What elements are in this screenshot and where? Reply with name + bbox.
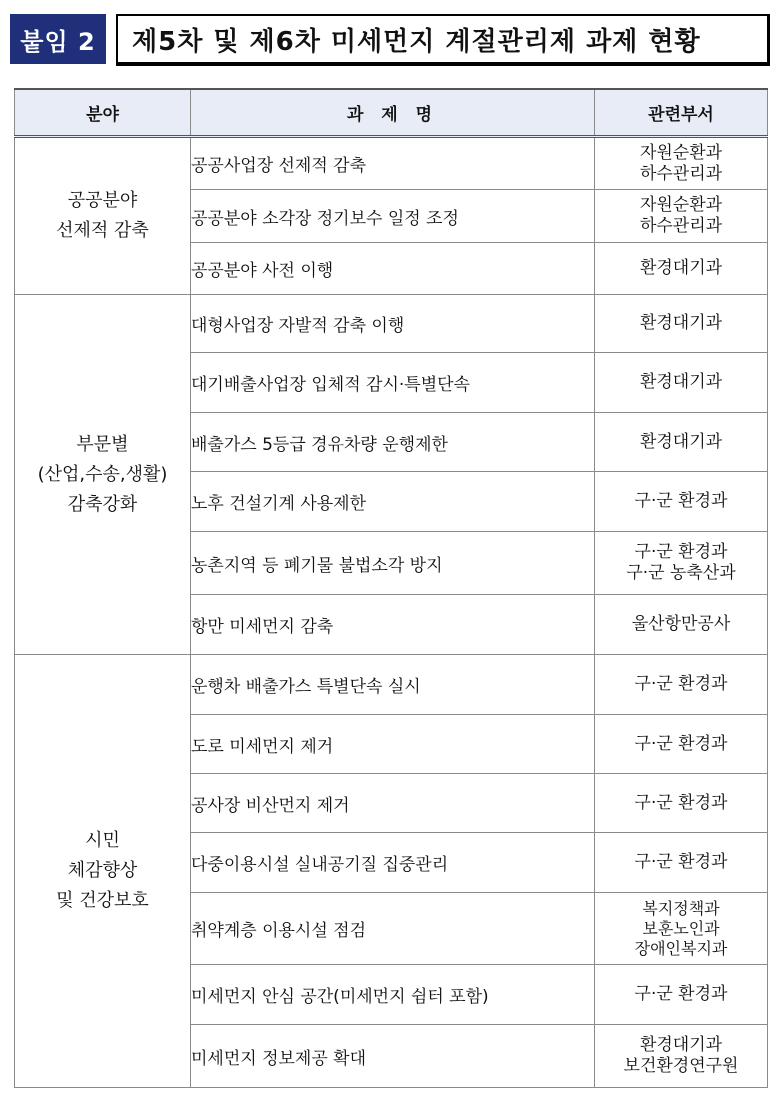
category-cell [15,137,191,295]
department-cell [595,833,768,893]
department-label: 하수관리과 [639,216,723,236]
department-cell [595,893,768,965]
department-label: 하수관리과 [639,163,723,184]
department-cell [595,715,768,774]
page-header [10,14,770,66]
category-label: 및 건강보호 [56,890,149,911]
department-label: 자원순환과 [639,142,723,163]
department-label: 보훈노인과 [642,918,720,938]
category-label: (산업,수송,생활) [37,463,168,485]
table-body [15,137,768,1088]
department-label: 복지정책과 [642,898,720,918]
department-label: 구·군 농축산과 [626,563,736,583]
department-label: 구·군 환경과 [634,491,728,511]
table-header-row [15,89,768,137]
task-name-cell: 도로 미세먼지 제거 [191,715,595,774]
task-name-cell: 공사장 비산먼지 제거 [191,774,595,833]
task-name-cell: 항만 미세먼지 감축 [191,595,595,655]
task-name-cell: 배출가스 5등급 경유차량 운행제한 [191,413,595,472]
department-label: 구·군 환경과 [634,852,728,872]
task-name-cell: 다중이용시설 실내공기질 집중관리 [191,833,595,893]
table-row [15,137,768,190]
department-cell [595,595,768,655]
task-status-table [14,88,768,1088]
column-header-department: 관련부서 [595,89,768,137]
department-label: 구·군 환경과 [634,542,728,562]
department-cell [595,965,768,1025]
department-cell [595,413,768,472]
category-label: 부문별 [76,433,129,455]
department-cell [595,137,768,190]
table-row [15,655,768,715]
category-label: 체감향상 [67,860,138,881]
department-label: 구·군 환경과 [634,733,728,754]
department-label: 구·군 환경과 [634,984,728,1004]
department-label: 보건환경연구원 [623,1056,739,1076]
department-cell [595,774,768,833]
category-label: 선제적 감축 [56,220,149,241]
task-name-cell: 미세먼지 안심 공간(미세먼지 쉼터 포함) [191,965,595,1025]
task-name-cell: 취약계층 이용시설 점검 [191,893,595,965]
department-cell [595,472,768,532]
attachment-badge: 붙임 2 [10,14,106,64]
column-header-task: 과 제 명 [191,89,595,137]
department-label: 환경대기과 [639,313,723,333]
department-cell [595,190,768,243]
department-cell [595,532,768,595]
department-cell [595,655,768,715]
task-name-cell: 공공분야 소각장 정기보수 일정 조정 [191,190,595,243]
category-label: 감축강화 [67,493,138,515]
task-name-cell: 공공사업장 선제적 감축 [191,137,595,190]
department-label: 환경대기과 [639,372,723,392]
department-cell [595,353,768,413]
task-name-cell: 노후 건설기계 사용제한 [191,472,595,532]
task-name-cell: 대기배출사업장 입체적 감시·특별단속 [191,353,595,413]
department-cell [595,243,768,295]
category-label: 공공분야 [67,190,138,211]
task-name-cell: 대형사업장 자발적 감축 이행 [191,295,595,353]
table-row [15,295,768,353]
category-label: 시민 [85,830,120,851]
department-label: 환경대기과 [639,431,723,452]
task-name-cell: 공공분야 사전 이행 [191,243,595,295]
department-cell [595,295,768,353]
department-label: 환경대기과 [639,1035,723,1055]
task-name-cell: 미세먼지 정보제공 확대 [191,1025,595,1088]
task-name-cell: 농촌지역 등 폐기물 불법소각 방지 [191,532,595,595]
department-label: 환경대기과 [639,258,723,278]
department-label: 울산항만공사 [631,614,731,634]
department-label: 장애인복지과 [634,938,728,958]
department-label: 자원순환과 [639,195,723,215]
department-cell [595,1025,768,1088]
category-cell [15,655,191,1088]
department-label: 구·군 환경과 [634,674,728,694]
department-label: 구·군 환경과 [634,792,728,813]
category-cell [15,295,191,655]
task-name-cell: 운행차 배출가스 특별단속 실시 [191,655,595,715]
page-title: 제5차 및 제6차 미세먼지 계절관리제 과제 현황 [116,14,770,66]
column-header-field: 분야 [15,89,191,137]
